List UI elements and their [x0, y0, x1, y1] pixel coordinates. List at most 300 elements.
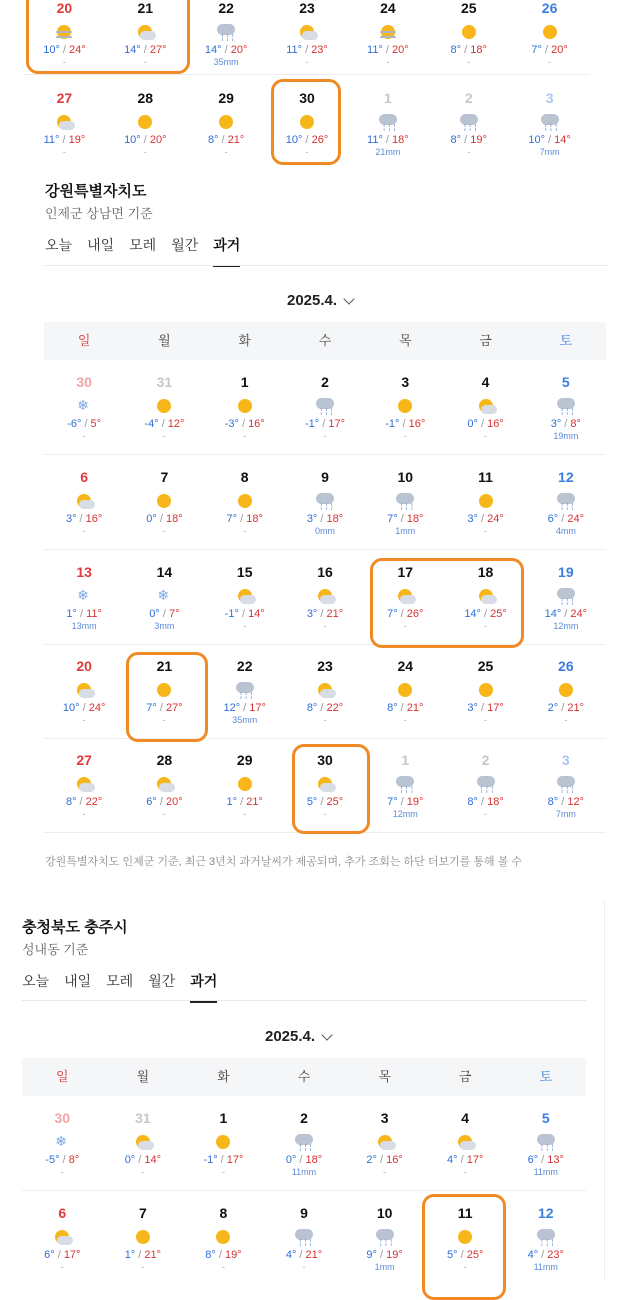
day-number: 4	[481, 374, 490, 390]
temp-separator: /	[218, 134, 228, 146]
cloud-shape	[481, 595, 497, 604]
day-cell[interactable]	[445, 550, 525, 644]
min-temp: 4°	[285, 1249, 297, 1261]
snow-icon	[153, 586, 175, 606]
temperature	[365, 513, 445, 525]
day-cell[interactable]	[205, 550, 285, 644]
cloud-shape	[379, 114, 397, 125]
temperature	[365, 796, 445, 808]
day-cell[interactable]	[205, 644, 285, 738]
max-temp: 17°	[328, 418, 345, 430]
day-cell[interactable]	[344, 1191, 425, 1285]
day-cell[interactable]	[205, 455, 285, 549]
temperature	[264, 1154, 345, 1166]
precipitation: 12mm	[553, 621, 579, 631]
max-temp: 25°	[466, 1249, 484, 1261]
min-temp: 6°	[527, 1154, 539, 1166]
day-cell[interactable]	[428, 0, 509, 74]
day-cell[interactable]	[264, 1096, 345, 1190]
rain-icon	[539, 112, 561, 132]
sun-cloud-icon	[475, 396, 497, 416]
temp-separator: /	[317, 513, 327, 525]
day-number: 24	[397, 658, 414, 674]
tab-day-after[interactable]: 모레	[106, 973, 134, 989]
sun-cloud-icon	[53, 112, 75, 132]
max-temp: 19°	[386, 1249, 403, 1261]
temperature	[445, 513, 525, 525]
day-number: 3	[380, 1110, 389, 1126]
day-cell[interactable]	[365, 455, 445, 549]
min-temp: 9°	[366, 1249, 377, 1261]
temperature	[445, 796, 525, 808]
day-cell[interactable]	[505, 1191, 586, 1285]
cloud-shape	[557, 776, 575, 787]
day-cell[interactable]	[285, 644, 365, 738]
day-number: 21	[137, 0, 154, 16]
cloud-shape	[138, 1141, 154, 1150]
temperature	[105, 134, 186, 146]
max-temp: 18°	[406, 513, 424, 525]
day-cell[interactable]	[344, 1096, 425, 1190]
temperature	[344, 1249, 425, 1261]
rain-drops: ╎╎╎	[399, 787, 415, 794]
day-cell[interactable]	[205, 738, 285, 832]
chungbuk-month-selector[interactable]	[265, 1028, 331, 1045]
day-cell[interactable]	[24, 76, 105, 168]
rain-icon	[555, 586, 577, 606]
day-cell[interactable]	[124, 738, 204, 832]
day-cell[interactable]	[285, 360, 365, 454]
max-temp: 17°	[466, 1154, 484, 1166]
day-cell[interactable]	[526, 455, 606, 549]
min-temp: 8°	[450, 44, 462, 56]
temperature	[505, 1249, 586, 1261]
sun-shape	[238, 777, 252, 791]
min-temp: 8°	[65, 796, 77, 808]
day-number: 1	[219, 1110, 228, 1126]
temperature	[526, 513, 606, 525]
max-temp: 20°	[230, 44, 248, 56]
gangwon-subtitle: 인제군 상남면 기준	[45, 206, 153, 221]
top-week-2	[24, 76, 590, 168]
temp-separator: /	[561, 608, 571, 620]
rain-drops: ╎╎╎	[238, 693, 255, 700]
precipitation: 0mm	[314, 526, 335, 536]
temperature	[425, 1249, 506, 1261]
day-cell[interactable]	[124, 455, 204, 549]
temp-separator: /	[319, 418, 329, 430]
day-cell[interactable]	[347, 76, 428, 168]
day-cell[interactable]	[445, 738, 525, 832]
temperature	[124, 513, 204, 525]
day-cell[interactable]	[186, 0, 267, 74]
day-cell[interactable]	[183, 1191, 264, 1285]
min-temp: 8°	[205, 1249, 216, 1261]
day-cell[interactable]	[505, 1096, 586, 1190]
day-cell[interactable]	[105, 0, 186, 74]
precipitation: -	[143, 147, 147, 157]
precipitation: -	[323, 621, 327, 631]
day-cell[interactable]	[44, 360, 124, 454]
precipitation: -	[383, 1167, 387, 1177]
weekday-header-cell: 일	[77, 333, 91, 348]
tab-monthly[interactable]: 월간	[148, 973, 176, 989]
temp-separator: /	[480, 608, 491, 620]
precipitation: -	[386, 57, 390, 67]
temperature	[124, 608, 204, 620]
cloud-shape	[302, 31, 318, 40]
temperature	[205, 796, 285, 808]
temp-separator: /	[238, 608, 249, 620]
precipitation: 35mm	[213, 57, 239, 67]
day-cell[interactable]	[425, 1191, 506, 1285]
day-cell[interactable]	[205, 360, 285, 454]
min-temp: 11°	[286, 44, 303, 56]
temp-separator: /	[81, 418, 91, 430]
temp-separator: /	[156, 796, 166, 808]
day-cell[interactable]	[526, 360, 606, 454]
sun-shape	[398, 683, 412, 697]
max-temp: 17°	[226, 1154, 244, 1166]
precipitation: -	[484, 809, 488, 819]
tab-today[interactable]: 오늘	[45, 237, 73, 253]
temperature	[267, 44, 348, 56]
day-cell[interactable]	[105, 76, 186, 168]
day-cell[interactable]	[347, 0, 428, 74]
day-number: 30	[317, 752, 333, 768]
sun-icon	[454, 1227, 476, 1247]
min-temp: 7°	[387, 513, 398, 525]
temp-separator: /	[541, 44, 552, 56]
precipitation: -	[162, 715, 166, 725]
day-number: 22	[236, 658, 253, 674]
day-number: 22	[218, 0, 234, 16]
temp-separator: /	[240, 702, 250, 714]
precipitation: -	[162, 526, 166, 536]
temperature	[44, 796, 124, 808]
temperature	[344, 1154, 425, 1166]
max-temp: 19°	[470, 134, 487, 146]
temperature	[428, 134, 509, 146]
precipitation: -	[323, 715, 327, 725]
min-temp: 7°	[531, 44, 542, 56]
temperature	[186, 134, 267, 146]
precipitation: -	[62, 147, 66, 157]
min-temp: 3°	[65, 513, 77, 525]
max-temp: 22°	[85, 796, 103, 808]
precipitation: -	[467, 147, 471, 157]
day-cell[interactable]	[445, 455, 525, 549]
min-temp: 11°	[43, 134, 60, 146]
day-cell[interactable]	[44, 738, 124, 832]
day-cell[interactable]	[445, 360, 525, 454]
max-temp: 21°	[246, 796, 263, 808]
temp-separator: /	[135, 1154, 145, 1166]
rain-icon	[535, 1132, 557, 1152]
day-cell[interactable]	[124, 644, 204, 738]
day-cell[interactable]	[285, 738, 365, 832]
temperature	[103, 1154, 184, 1166]
sun-shape	[238, 399, 252, 413]
max-temp: 20°	[551, 44, 568, 56]
chungbuk-subtitle: 성내동 기준	[22, 942, 89, 957]
cloud-shape	[537, 1134, 555, 1145]
max-temp: 20°	[149, 134, 167, 146]
day-cell[interactable]	[365, 644, 445, 738]
precipitation: -	[548, 57, 552, 67]
tab-past[interactable]: 과거	[213, 235, 240, 267]
temperature	[365, 608, 445, 620]
temp-separator: /	[217, 1154, 227, 1166]
max-temp: 17°	[63, 1249, 81, 1261]
day-cell[interactable]	[267, 0, 348, 74]
temp-separator: /	[302, 44, 312, 56]
day-number: 18	[477, 564, 494, 580]
precipitation: -	[305, 57, 309, 67]
cloud-shape	[79, 500, 95, 509]
max-temp: 18°	[305, 1154, 323, 1166]
tab-tomorrow[interactable]: 내일	[87, 237, 115, 253]
rain-drops: ╎╎╎	[378, 1240, 395, 1247]
day-cell[interactable]	[103, 1096, 184, 1190]
temp-separator: /	[156, 513, 166, 525]
day-cell[interactable]	[22, 1096, 103, 1190]
precipitation: 13mm	[71, 621, 97, 631]
day-cell[interactable]	[124, 550, 204, 644]
rain-drops: ╎╎╎	[318, 504, 335, 511]
sun-cloud-icon	[132, 1132, 154, 1152]
temp-separator: /	[158, 418, 168, 430]
precipitation: 7mm	[539, 147, 560, 157]
chungbuk-title: 충청북도 충주시	[22, 919, 128, 936]
max-temp: 14°	[554, 134, 571, 146]
day-number: 26	[541, 0, 558, 16]
day-number: 5	[561, 374, 570, 390]
temp-separator: /	[302, 134, 312, 146]
snow-icon	[51, 1132, 73, 1152]
day-cell[interactable]	[365, 360, 445, 454]
min-temp: 4°	[447, 1154, 458, 1166]
day-number: 5	[541, 1110, 550, 1126]
temperature	[425, 1154, 506, 1166]
max-temp: 18°	[392, 134, 409, 146]
cloud-shape	[316, 493, 334, 504]
sun-shape	[216, 1135, 230, 1149]
day-number: 3	[545, 90, 554, 106]
rain-drops: ╎╎╎	[462, 125, 479, 132]
precipitation: 11mm	[291, 1167, 317, 1177]
temperature	[124, 796, 204, 808]
day-cell[interactable]	[267, 76, 348, 168]
rain-drops: ╎╎╎	[543, 125, 560, 132]
min-temp: 2°	[547, 702, 559, 714]
day-cell[interactable]	[22, 1191, 103, 1285]
day-cell[interactable]	[285, 550, 365, 644]
precipitation: 1mm	[374, 1262, 395, 1272]
day-cell[interactable]	[44, 550, 124, 644]
tab-day-after[interactable]: 모레	[129, 237, 157, 253]
weekday-header-cell: 수	[318, 333, 332, 348]
day-number: 26	[558, 658, 574, 674]
temp-separator: /	[457, 1154, 467, 1166]
temperature	[445, 702, 525, 714]
precipitation: -	[484, 621, 488, 631]
precipitation: 7mm	[555, 809, 576, 819]
precipitation: -	[463, 1262, 467, 1272]
min-temp: 8°	[450, 134, 462, 146]
max-temp: 18°	[487, 796, 504, 808]
temp-separator: /	[477, 513, 488, 525]
day-cell[interactable]	[526, 644, 606, 738]
min-temp: 6°	[547, 513, 559, 525]
day-cell[interactable]	[44, 455, 124, 549]
precipitation: -	[82, 715, 86, 725]
temperature	[509, 134, 590, 146]
temperature	[105, 44, 186, 56]
day-number: 13	[76, 564, 92, 580]
temp-separator: /	[376, 1249, 387, 1261]
cloud-shape	[316, 398, 334, 409]
day-number: 8	[219, 1205, 228, 1221]
sun-icon	[394, 396, 416, 416]
day-number: 27	[76, 752, 92, 768]
rain-drops: ╎╎╎	[318, 409, 335, 416]
sun-icon	[153, 396, 175, 416]
temp-separator: /	[382, 44, 393, 56]
day-cell[interactable]	[183, 1096, 264, 1190]
rain-drops: ╎╎╎	[399, 504, 415, 511]
sun-shape	[216, 1230, 230, 1244]
temperature	[285, 608, 365, 620]
day-cell[interactable]	[264, 1191, 345, 1285]
gangwon-week-3	[44, 550, 606, 645]
weekday-header-cell: 월	[158, 333, 171, 348]
max-temp: 25°	[326, 796, 344, 808]
sun-cloud-icon	[73, 680, 95, 700]
max-temp: 18°	[470, 44, 487, 56]
min-temp: 12°	[223, 702, 241, 714]
precipitation: -	[484, 526, 488, 536]
temperature	[445, 418, 525, 430]
day-cell[interactable]	[509, 0, 590, 74]
snow-icon	[73, 586, 95, 606]
temperature	[526, 796, 606, 808]
temperature	[44, 702, 124, 714]
max-temp: 23°	[547, 1249, 564, 1261]
day-number: 7	[138, 1205, 147, 1221]
temperature	[44, 513, 124, 525]
day-cell[interactable]	[365, 550, 445, 644]
max-temp: 14°	[144, 1154, 162, 1166]
day-cell[interactable]	[44, 644, 124, 738]
day-cell[interactable]	[445, 644, 525, 738]
precipitation: -	[243, 621, 247, 631]
day-number: 6	[80, 469, 89, 485]
chevron-down-icon	[343, 293, 354, 304]
max-temp: 16°	[248, 418, 265, 430]
rain-icon	[535, 1227, 557, 1247]
precipitation: 11mm	[533, 1262, 558, 1272]
min-temp: -1°	[304, 418, 320, 430]
tab-past[interactable]: 과거	[190, 971, 217, 1003]
day-cell[interactable]	[526, 738, 606, 832]
gangwon-week-4	[44, 644, 606, 739]
precipitation: 12mm	[392, 809, 418, 819]
day-cell[interactable]	[509, 76, 590, 168]
day-number: 10	[376, 1205, 393, 1221]
day-cell[interactable]	[428, 76, 509, 168]
cloud-shape	[320, 689, 336, 698]
max-temp: 24°	[570, 608, 588, 620]
max-temp: 19°	[224, 1249, 242, 1261]
min-temp: 8°	[306, 702, 318, 714]
temp-separator: /	[397, 702, 407, 714]
sun-icon	[212, 1227, 234, 1247]
temp-separator: /	[140, 44, 150, 56]
temperature	[44, 608, 124, 620]
tab-monthly[interactable]: 월간	[171, 237, 199, 253]
temperature	[124, 702, 204, 714]
temperature	[22, 1154, 103, 1166]
min-temp: -1°	[385, 418, 400, 430]
gangwon-note: 강원특별자치도 인제군 기준, 최근 3년치 과거날씨가 제공되며, 추가 조회는 하단 더보기를 통해 볼 수	[45, 856, 522, 868]
gangwon-month-selector[interactable]	[287, 292, 353, 309]
day-cell[interactable]	[24, 0, 105, 74]
rain-drops: ╎╎╎	[559, 787, 576, 794]
day-cell[interactable]	[124, 360, 204, 454]
precipitation: -	[302, 1262, 306, 1272]
temp-separator: /	[376, 1154, 387, 1166]
tab-today[interactable]: 오늘	[22, 973, 50, 989]
min-temp: 10°	[124, 134, 141, 146]
min-temp: 10°	[528, 134, 545, 146]
day-cell[interactable]	[103, 1191, 184, 1285]
sun-shape	[543, 25, 557, 39]
temp-separator: /	[461, 44, 471, 56]
day-number: 19	[558, 564, 574, 580]
day-cell[interactable]	[425, 1096, 506, 1190]
max-temp: 18°	[165, 513, 183, 525]
min-temp: 8°	[467, 796, 478, 808]
temperature	[186, 44, 267, 56]
min-temp: 8°	[207, 134, 219, 146]
day-cell[interactable]	[285, 455, 365, 549]
temperature	[264, 1249, 345, 1261]
cloud-shape	[295, 1134, 313, 1145]
day-number: 3	[561, 752, 570, 768]
top-week-1	[24, 0, 590, 75]
day-cell[interactable]	[186, 76, 267, 168]
precipitation: -	[323, 809, 327, 819]
cloud-shape	[460, 1141, 476, 1150]
day-cell[interactable]	[365, 738, 445, 832]
tab-tomorrow[interactable]: 내일	[64, 973, 92, 989]
sun-cloud-icon	[296, 22, 318, 42]
weekday-header-cell: 월	[136, 1069, 150, 1084]
day-number: 23	[317, 658, 333, 674]
max-temp: 27°	[149, 44, 167, 56]
day-number: 11	[478, 469, 493, 485]
sun-cloud-icon	[394, 586, 416, 606]
day-cell[interactable]	[526, 550, 606, 644]
cloud-shape	[477, 776, 495, 787]
min-temp: 14°	[544, 608, 562, 620]
sun-cloud-icon	[314, 586, 336, 606]
temperature	[445, 608, 525, 620]
max-temp: 11°	[86, 608, 102, 620]
day-number: 1	[240, 374, 249, 390]
max-temp: 20°	[392, 44, 409, 56]
